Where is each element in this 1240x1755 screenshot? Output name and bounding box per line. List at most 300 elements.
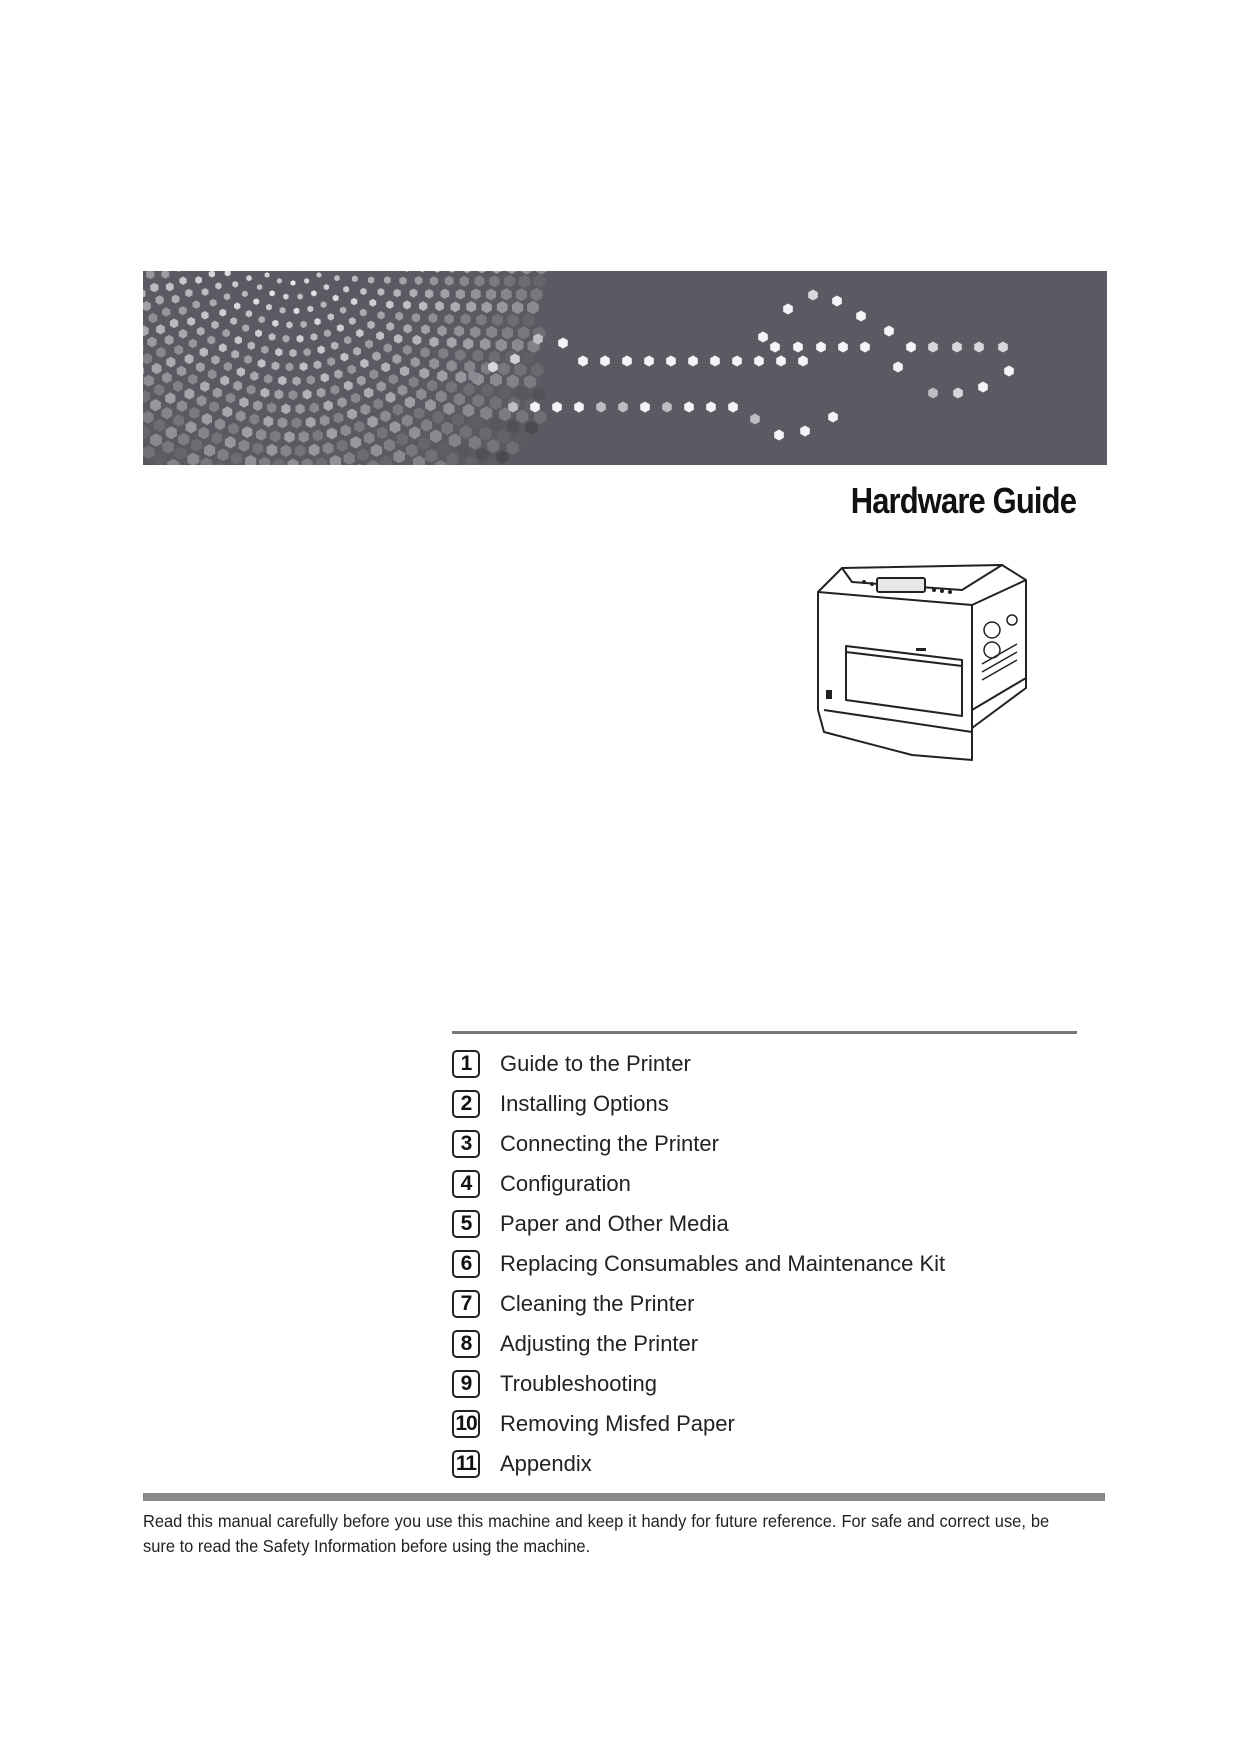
- banner-dot: [480, 406, 492, 420]
- chapter-item-9[interactable]: [452, 1364, 945, 1404]
- banner-dot: [952, 342, 962, 353]
- chapter-title: Configuration: [500, 1171, 631, 1196]
- banner-dot: [302, 458, 313, 465]
- banner-dot: [349, 317, 356, 325]
- banner-dot: [521, 271, 532, 275]
- banner-dot: [223, 329, 230, 338]
- banner-dot: [257, 284, 262, 290]
- chapter-item-10[interactable]: [452, 1404, 945, 1444]
- banner-dot: [372, 351, 380, 361]
- banner-dot: [662, 402, 672, 413]
- banner-dot: [684, 402, 694, 413]
- banner-dot: [281, 445, 292, 457]
- banner-dot: [406, 444, 418, 458]
- banner-dot: [201, 458, 213, 466]
- banner-dot: [156, 295, 164, 305]
- banner-dot: [447, 452, 459, 465]
- banner-dot: [437, 370, 447, 382]
- banner-dot: [231, 452, 242, 465]
- banner-dot: [245, 455, 256, 465]
- banner-dot: [828, 412, 838, 423]
- banner-dot: [150, 283, 158, 293]
- banner-dot: [269, 333, 276, 341]
- banner-dot: [475, 275, 485, 286]
- banner-dot: [455, 349, 465, 361]
- banner-dot: [253, 400, 262, 411]
- banner-dot: [367, 321, 374, 330]
- banner-dot: [439, 348, 449, 359]
- banner-dot: [953, 388, 963, 399]
- banner-dot: [978, 382, 988, 393]
- banner-dot: [196, 362, 205, 372]
- banner-dot: [360, 309, 367, 317]
- banner-dot: [534, 275, 546, 289]
- banner-dot: [436, 390, 447, 402]
- chapter-number-badge: 4: [452, 1170, 480, 1198]
- banner-dot: [384, 439, 395, 452]
- banner-dot: [317, 272, 322, 278]
- banner-dot: [170, 319, 178, 329]
- banner-dot: [507, 441, 519, 455]
- banner-dot: [398, 385, 408, 396]
- banner-dot: [506, 271, 517, 274]
- banner-dot: [808, 290, 818, 301]
- chapter-item-5[interactable]: [452, 1204, 945, 1244]
- banner-dot: [213, 387, 222, 398]
- banner-dot: [463, 271, 472, 273]
- banner-dot: [516, 409, 528, 423]
- banner-dot: [250, 414, 260, 425]
- banner-dot: [255, 329, 262, 337]
- banner-dot: [272, 320, 278, 327]
- banner-dot: [179, 306, 187, 315]
- banner-dot: [666, 356, 676, 367]
- banner-dot: [211, 355, 219, 365]
- chapter-number-badge: 1: [452, 1050, 480, 1078]
- banner-dot: [259, 457, 270, 465]
- banner-dot: [264, 416, 274, 427]
- banner-dot: [357, 376, 366, 386]
- banner-dot: [228, 423, 238, 435]
- banner-dot: [224, 293, 230, 300]
- banner-dot: [418, 437, 430, 451]
- banner-dot: [380, 455, 392, 465]
- banner-dot: [472, 349, 483, 361]
- banner-dot: [531, 363, 543, 377]
- document-title: Hardware Guide: [850, 480, 1076, 521]
- banner-dot: [516, 386, 528, 400]
- banner-dot: [884, 326, 894, 337]
- banner-dot: [246, 310, 252, 317]
- banner-dot: [179, 277, 186, 286]
- banner-dot: [497, 430, 509, 444]
- banner-dot: [454, 393, 465, 406]
- banner-dot: [400, 462, 412, 465]
- banner-dot: [143, 426, 150, 440]
- banner-dot: [470, 416, 482, 430]
- banner-dot: [447, 360, 457, 372]
- banner-dot: [330, 455, 341, 465]
- banner-dot: [275, 389, 284, 399]
- banner-dot: [928, 388, 938, 399]
- banner-dot: [414, 407, 425, 419]
- banner-dot: [324, 284, 329, 290]
- banner-dot: [201, 311, 208, 320]
- banner-dot: [838, 342, 848, 353]
- banner-dot: [524, 375, 536, 389]
- banner-dot: [304, 278, 309, 284]
- banner-dot: [215, 418, 225, 430]
- banner-dot: [998, 342, 1008, 353]
- chapter-item-4[interactable]: [452, 1164, 945, 1204]
- banner-dot: [427, 380, 437, 392]
- banner-dot: [460, 425, 472, 439]
- chapter-item-7[interactable]: [452, 1284, 945, 1324]
- banner-dot: [452, 413, 464, 427]
- banner-dot: [347, 409, 357, 420]
- chapter-title: Cleaning the Printer: [500, 1291, 695, 1316]
- banner-dot: [622, 356, 632, 367]
- banner-dot: [291, 280, 296, 286]
- banner-dot: [377, 311, 384, 320]
- chapter-number-badge: 5: [452, 1210, 480, 1238]
- banner-dot: [310, 402, 319, 413]
- banner-dot: [489, 275, 499, 287]
- banner-dot: [323, 442, 334, 454]
- banner-dot: [596, 402, 606, 413]
- banner-dot: [193, 300, 200, 309]
- banner-dot: [394, 289, 401, 298]
- banner-dot: [344, 336, 351, 345]
- chapter-title: Guide to the Printer: [500, 1051, 691, 1076]
- banner-dot: [393, 450, 405, 464]
- banner-dot: [283, 335, 290, 343]
- banner-dot: [287, 459, 298, 466]
- banner-dot: [421, 324, 430, 334]
- cover-banner: [143, 271, 1107, 465]
- banner-dot: [504, 275, 515, 287]
- banner-dot: [754, 356, 764, 367]
- banner-dot: [527, 301, 539, 315]
- banner-dot: [162, 372, 172, 383]
- banner-dot: [256, 429, 266, 441]
- banner-dot: [202, 288, 209, 296]
- banner-dot: [150, 433, 162, 447]
- banner-dot: [225, 436, 236, 448]
- banner-dot: [390, 421, 401, 433]
- banner-dot: [482, 384, 494, 398]
- banner-dot: [272, 361, 280, 370]
- banner-dot: [226, 393, 235, 404]
- banner-dot: [600, 356, 610, 367]
- banner-dot: [225, 271, 231, 277]
- banner-dot: [449, 433, 461, 447]
- banner-dot: [143, 353, 152, 364]
- banner-dot: [783, 304, 793, 315]
- banner-dot: [300, 362, 308, 371]
- banner-dot: [161, 271, 169, 279]
- banner-dot: [275, 348, 282, 357]
- banner-dot: [507, 314, 518, 327]
- banner-dot: [331, 385, 340, 395]
- banner-dot: [499, 385, 511, 399]
- banner-dot: [476, 314, 486, 326]
- banner-dot: [367, 460, 379, 465]
- banner-dot: [454, 325, 464, 336]
- chapter-title: Appendix: [500, 1451, 592, 1476]
- banner-dot: [162, 307, 170, 317]
- banner-dot: [425, 399, 436, 411]
- banner-dot: [317, 388, 326, 398]
- banner-dot: [252, 442, 263, 454]
- banner-dot: [286, 362, 294, 371]
- banner-dot: [189, 339, 197, 349]
- banner-dot: [239, 440, 250, 452]
- chapter-item-8[interactable]: [452, 1324, 945, 1364]
- banner-dot: [278, 417, 288, 428]
- banner-dot: [351, 298, 357, 305]
- banner-dot: [471, 288, 481, 299]
- banner-dot: [404, 324, 412, 334]
- banner-dot: [166, 282, 174, 291]
- banner-dot: [535, 271, 547, 275]
- banner-dot: [460, 276, 469, 287]
- banner-dot: [380, 410, 390, 422]
- banner-dot: [425, 449, 437, 463]
- chapter-item-2[interactable]: [452, 1084, 945, 1124]
- banner-dot: [413, 335, 422, 345]
- banner-dot: [300, 321, 306, 328]
- banner-dot: [441, 289, 450, 299]
- banner-dot: [331, 342, 338, 351]
- banner-dot: [344, 381, 353, 391]
- chapter-title: Replacing Consumables and Maintenance Kit: [500, 1251, 946, 1276]
- chapter-item-1[interactable]: [452, 1044, 945, 1084]
- banner-dot: [404, 271, 411, 272]
- banner-dot: [377, 427, 388, 439]
- banner-dot: [292, 376, 300, 386]
- banner-dot: [437, 441, 449, 455]
- banner-dot: [477, 448, 489, 462]
- banner-dot: [501, 288, 512, 300]
- banner-dot: [429, 337, 438, 348]
- banner-dot: [430, 430, 442, 444]
- banner-dot: [451, 302, 460, 313]
- banner-dot: [974, 342, 984, 353]
- banner-dot: [246, 275, 251, 281]
- banner-dot: [299, 431, 309, 443]
- banner-dot: [197, 395, 207, 406]
- banner-dot: [370, 369, 379, 379]
- chapter-number-badge: 3: [452, 1130, 480, 1158]
- banner-dot: [558, 338, 568, 349]
- banner-dot: [327, 357, 335, 366]
- banner-dot: [480, 338, 491, 350]
- banner-dot: [162, 440, 174, 454]
- banner-dot: [774, 430, 784, 441]
- banner-dot: [437, 325, 446, 336]
- banner-dot: [458, 444, 470, 458]
- banner-dot: [198, 427, 209, 439]
- banner-dot: [360, 288, 366, 295]
- banner-dot: [389, 374, 398, 385]
- banner-dot: [519, 275, 530, 288]
- banner-dot: [156, 324, 165, 334]
- banner-dot: [574, 402, 584, 413]
- banner-dot: [231, 350, 239, 359]
- banner-dot: [798, 356, 808, 367]
- banner-dot: [832, 296, 842, 307]
- banner-dot: [800, 426, 810, 437]
- banner-dot: [409, 426, 420, 439]
- chapter-number-badge: 2: [452, 1090, 480, 1118]
- banner-dot: [273, 458, 284, 465]
- banner-dot: [521, 351, 533, 365]
- banner-dot: [210, 299, 217, 307]
- chapter-item-3[interactable]: [452, 1124, 945, 1164]
- banner-dot: [498, 362, 510, 376]
- banner-dot: [304, 348, 311, 357]
- banner-dot: [209, 401, 219, 412]
- banner-dot: [403, 345, 412, 355]
- banner-dot: [618, 402, 628, 413]
- banner-dot: [313, 430, 323, 442]
- banner-dot: [185, 289, 192, 298]
- banner-dot: [224, 362, 232, 372]
- banner-dot: [640, 402, 650, 413]
- banner-dot: [461, 314, 471, 325]
- banner-dot: [219, 343, 227, 352]
- banner-dot: [456, 289, 465, 300]
- banner-dot: [533, 387, 545, 401]
- banner-dot: [219, 309, 226, 317]
- banner-dot: [242, 324, 249, 332]
- banner-dot: [144, 375, 154, 387]
- banner-dot: [793, 342, 803, 353]
- banner-dot: [188, 374, 197, 385]
- banner-dot: [248, 342, 255, 351]
- banner-dot: [776, 356, 786, 367]
- banner-dot: [1004, 366, 1014, 377]
- banner-dot: [393, 404, 403, 416]
- banner-dot: [214, 462, 226, 465]
- banner-dot: [531, 288, 543, 302]
- banner-dot: [154, 419, 165, 432]
- banner-dot: [644, 356, 654, 367]
- banner-dot: [463, 338, 473, 350]
- banner-dot: [429, 358, 439, 369]
- banner-dot: [525, 421, 537, 435]
- banner-dot: [237, 367, 245, 377]
- banner-dot: [337, 397, 346, 408]
- banner-dot: [378, 288, 385, 296]
- banner-dot: [418, 271, 426, 272]
- banner-dot: [470, 326, 480, 338]
- banner-dot: [334, 412, 344, 423]
- banner-dot: [350, 436, 361, 448]
- banner-dot: [162, 407, 173, 419]
- banner-dot: [441, 422, 453, 436]
- banner-dot: [311, 333, 318, 341]
- banner-dot: [364, 432, 375, 444]
- banner-dot: [340, 307, 346, 314]
- banner-dot: [893, 362, 903, 373]
- banner-dot: [710, 356, 720, 367]
- banner-dot: [463, 383, 474, 396]
- banner-dot: [309, 444, 320, 456]
- banner-dot: [415, 276, 423, 285]
- banner-dot: [235, 336, 242, 345]
- banner-dot: [294, 308, 300, 315]
- banner-dot: [200, 347, 208, 357]
- banner-dot: [487, 439, 499, 453]
- banner-dot: [306, 417, 316, 428]
- banner-dot: [207, 336, 215, 345]
- banner-dot: [477, 271, 487, 273]
- banner-dot: [172, 295, 180, 304]
- banner-dot: [354, 464, 366, 465]
- chapter-number-badge: 6: [452, 1250, 480, 1278]
- banner-dot: [343, 286, 349, 293]
- banner-dot: [402, 414, 413, 426]
- banner-dot: [174, 345, 183, 355]
- banner-dot: [167, 459, 179, 465]
- banner-dot: [394, 334, 402, 344]
- banner-dot: [412, 313, 420, 323]
- banner-dot: [341, 425, 351, 437]
- banner-dot: [173, 381, 183, 392]
- banner-dot: [732, 356, 742, 367]
- banner-dot: [482, 301, 492, 313]
- chapter-item-11[interactable]: [452, 1444, 945, 1484]
- banner-dot: [286, 321, 292, 328]
- banner-dot: [149, 313, 158, 323]
- chapter-number-badge: 7: [452, 1290, 480, 1318]
- banner-dot: [516, 431, 528, 445]
- banner-dot: [150, 399, 161, 411]
- banner-dot: [368, 276, 374, 283]
- banner-dot: [429, 313, 438, 323]
- banner-dot: [292, 417, 302, 428]
- banner-dot: [239, 397, 248, 408]
- banner-dot: [177, 400, 187, 412]
- banner-dot: [269, 290, 275, 296]
- banner-dot: [250, 371, 258, 381]
- banner-dot: [352, 275, 358, 282]
- banner-dot: [314, 318, 320, 325]
- chapter-item-6[interactable]: [452, 1244, 945, 1284]
- banner-dot: [165, 335, 174, 345]
- banner-dot: [466, 301, 476, 312]
- banner-dot: [552, 402, 562, 413]
- banner-dot: [688, 356, 698, 367]
- banner-dot: [230, 317, 237, 325]
- banner-dot: [447, 337, 457, 348]
- banner-dot: [208, 369, 217, 379]
- banner-dot: [928, 342, 938, 353]
- banner-dot: [143, 325, 149, 336]
- banner-dot: [395, 312, 403, 321]
- banner-dot: [518, 326, 530, 340]
- banner-dot: [409, 376, 419, 387]
- banner-dot: [281, 404, 290, 415]
- banner-dot: [419, 301, 427, 311]
- banner-dot: [446, 381, 457, 393]
- banner-dot: [147, 337, 156, 348]
- banner-dot: [259, 316, 265, 323]
- banner-dot: [443, 402, 454, 415]
- banner-dot: [267, 402, 276, 413]
